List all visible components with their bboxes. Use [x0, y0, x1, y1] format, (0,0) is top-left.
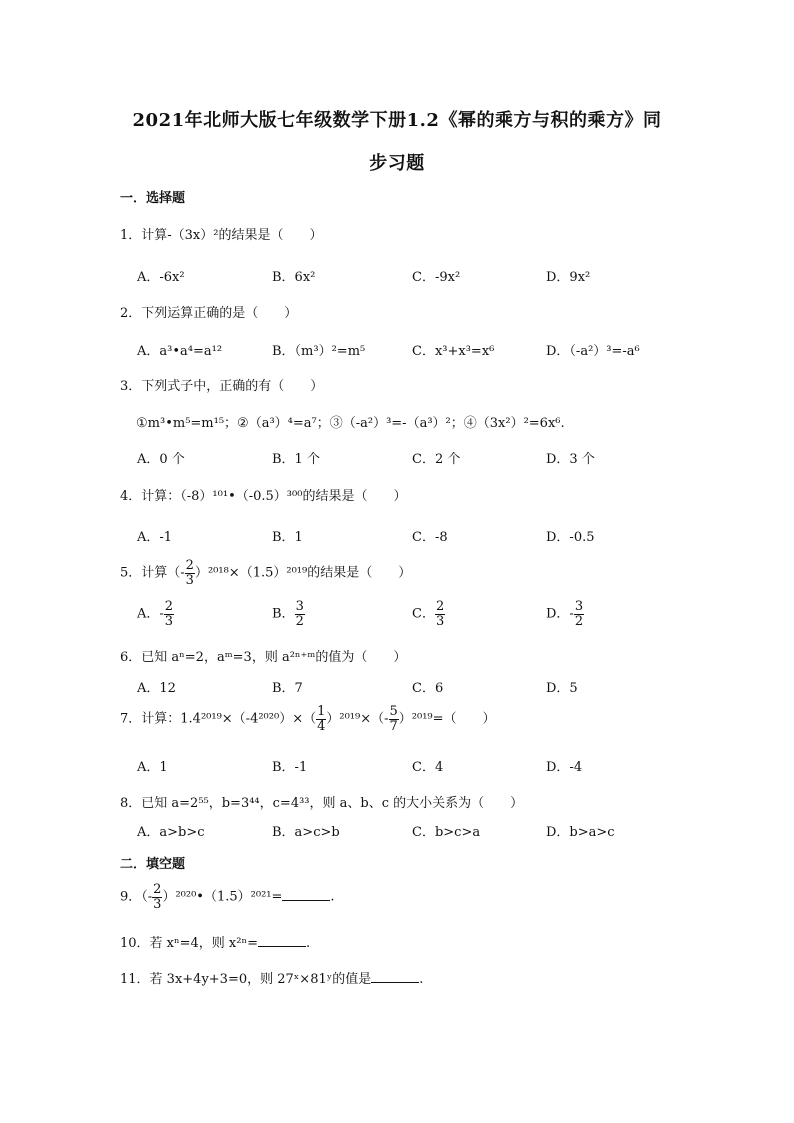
- question-5-stem: [120, 559, 411, 587]
- question-10-end: .: [306, 936, 311, 951]
- answer-blank[interactable]: [282, 888, 330, 901]
- option-fraction: [164, 600, 174, 628]
- fraction-numerator: 3: [295, 599, 304, 614]
- question-11-pre: 11．若 3x+4y+3=0，则 27ˣ×81ʸ的值是: [120, 972, 372, 987]
- question-5-option-b: [272, 600, 305, 628]
- fraction-numerator: 1: [317, 704, 326, 719]
- document-title-line2: 步习题: [369, 153, 425, 174]
- question-10-pre: 10．若 xⁿ=4，则 x²ⁿ=: [120, 936, 258, 951]
- option-fraction: [295, 600, 305, 628]
- fraction-denominator: 3: [185, 572, 194, 588]
- question-5-option-a: [137, 600, 174, 628]
- option-label: C．: [412, 606, 435, 622]
- question-1-option-d: D．9x²: [546, 270, 591, 285]
- question-7-stem-mid: ）²⁰¹⁹×（-: [326, 711, 389, 727]
- question-6-stem: 6．已知 aⁿ=2，aᵐ=3，则 a²ⁿ⁺ᵐ的值为（ ）: [120, 650, 407, 665]
- question-9-post: ）²⁰²⁰•（1.5）²⁰²¹=: [162, 889, 283, 905]
- question-1-option-b: B．6x²: [272, 270, 316, 285]
- question-6-option-c: C．6: [412, 681, 444, 696]
- section-heading-choice: 一．选择题: [120, 191, 186, 206]
- document-title-line1: 2021年北师大版七年级数学下册1.2《幂的乘方与积的乘方》同: [132, 110, 662, 131]
- fraction-denominator: 2: [574, 613, 584, 629]
- question-8-stem: 8．已知 a=2⁵⁵，b=3⁴⁴，c=4³³，则 a、b、c 的大小关系为（ ）: [120, 796, 524, 811]
- fraction-denominator: 7: [389, 718, 398, 734]
- section-heading-fill-in: 二．填空题: [120, 857, 186, 872]
- question-7-fraction-2: [389, 705, 399, 733]
- fraction-numerator: 5: [389, 704, 398, 719]
- question-5-stem-pre: 5．计算（-: [120, 565, 185, 581]
- fraction-denominator: 3: [153, 896, 162, 912]
- question-9-pre: 9．（-: [120, 889, 153, 905]
- question-1-stem: 1．计算-（3x）²的结果是（ ）: [120, 228, 323, 243]
- question-2-option-a: A．a³•a⁴=a¹²: [137, 344, 223, 359]
- question-11: [120, 968, 423, 987]
- question-8-option-a: A．a>b>c: [137, 825, 205, 840]
- question-6-option-d: D．5: [546, 681, 578, 696]
- question-4-option-d: D．-0.5: [546, 530, 595, 545]
- answer-blank[interactable]: [258, 934, 306, 947]
- question-5-option-d: [546, 600, 584, 628]
- question-9: [120, 883, 335, 911]
- question-7-stem-post: ）²⁰¹⁹=（ ）: [398, 711, 496, 727]
- question-2-stem: 2．下列运算正确的是（ ）: [120, 306, 298, 321]
- question-1-option-a: A．-6x²: [137, 270, 185, 285]
- question-7-fraction-1: [316, 705, 326, 733]
- question-7-stem-pre: 7．计算：1.4²⁰¹⁹×（-4²⁰²⁰）×（: [120, 711, 317, 727]
- answer-blank[interactable]: [371, 970, 419, 983]
- fraction-denominator: 3: [435, 613, 445, 629]
- question-3-option-c: C．2 个: [412, 452, 461, 467]
- question-5-stem-post: ）²⁰¹⁸×（1.5）²⁰¹⁹的结果是（ ）: [194, 565, 412, 581]
- question-1-option-c: C．-9x²: [412, 270, 461, 285]
- fraction-denominator: 2: [295, 613, 304, 629]
- question-3-stem: 3．下列式子中，正确的有（ ）: [120, 379, 324, 394]
- question-2-option-b: B．（m³）²=m⁵: [272, 344, 366, 359]
- fraction-numerator: 2: [164, 599, 174, 614]
- fraction-numerator: 2: [153, 882, 162, 897]
- fraction-numerator: 2: [185, 558, 194, 573]
- question-4-option-a: A．-1: [137, 530, 173, 545]
- fraction-numerator: 3: [574, 599, 584, 614]
- question-9-end: .: [330, 889, 335, 905]
- question-7-stem: [120, 705, 496, 733]
- option-label: D．-: [546, 606, 574, 622]
- question-6-option-a: A．12: [137, 681, 176, 696]
- option-fraction: [574, 600, 584, 628]
- fraction-denominator: 4: [317, 718, 326, 734]
- question-9-fraction: [152, 883, 162, 911]
- fraction-numerator: 2: [435, 599, 445, 614]
- question-8-option-d: D．b>a>c: [546, 825, 615, 840]
- question-3-option-a: A．0 个: [137, 452, 185, 467]
- question-5-option-c: [412, 600, 445, 628]
- question-6-option-b: B．7: [272, 681, 303, 696]
- question-4-stem: 4．计算：（-8）¹⁰¹•（-0.5）³⁰⁰的结果是（ ）: [120, 489, 407, 504]
- question-4-option-b: B．1: [272, 530, 303, 545]
- option-label: B．: [272, 606, 295, 622]
- option-fraction: [435, 600, 445, 628]
- question-7-option-a: A．1: [137, 760, 168, 775]
- question-3-statements: ①m³•m⁵=m¹⁵；②（a³）⁴=a⁷；③（-a²）³=-（a³）²；④（3x²）²=6x⁶.: [136, 416, 565, 431]
- question-7-option-c: C．4: [412, 760, 444, 775]
- question-8-option-b: B．a>c>b: [272, 825, 340, 840]
- question-11-end: .: [419, 972, 424, 987]
- question-5-fraction: [185, 559, 195, 587]
- question-10: [120, 932, 310, 951]
- question-2-option-d: D．（-a²）³=-a⁶: [546, 344, 640, 359]
- option-label: A．-: [137, 606, 164, 622]
- question-7-option-b: B．-1: [272, 760, 308, 775]
- question-3-option-b: B．1 个: [272, 452, 320, 467]
- question-2-option-c: C．x³+x³=x⁶: [412, 344, 495, 359]
- question-7-option-d: D．-4: [546, 760, 583, 775]
- fraction-denominator: 3: [164, 613, 174, 629]
- question-4-option-c: C．-8: [412, 530, 448, 545]
- question-8-option-c: C．b>c>a: [412, 825, 481, 840]
- question-3-option-d: D．3 个: [546, 452, 595, 467]
